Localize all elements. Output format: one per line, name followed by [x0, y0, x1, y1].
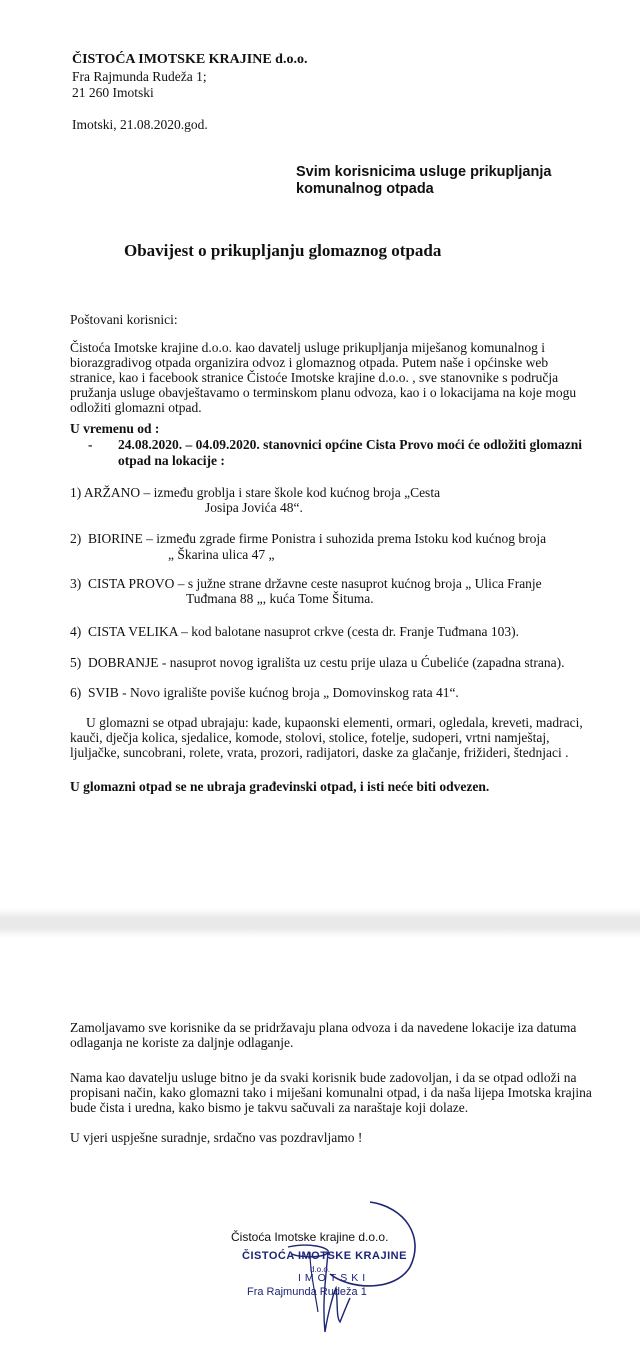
notice-title: Obavijest o prikupljanju glomaznog otpada: [124, 241, 442, 260]
salutation: Poštovani korisnici:: [70, 312, 178, 327]
location-item: [70, 655, 564, 670]
location-line-2: Josipa Jovića 48“.: [205, 500, 303, 515]
location-line-2: „ Škarina ulica 47 „: [168, 547, 275, 562]
location-line-1: CISTA VELIKA – kod balotane nasuprot crkve (cesta dr. Franje Tuđmana 103).: [88, 624, 519, 639]
recipient-line-1: Svim korisnicima usluge prikupljanja: [296, 164, 552, 180]
location-item: [70, 531, 546, 546]
recipient-block: [296, 164, 551, 198]
page-break: [0, 908, 640, 938]
location-line-1: DOBRANJE - nasuprot novog igrališta uz cestu prije ulaza u Ćubeliće (zapadna strana).: [88, 655, 565, 670]
period-label: U vremenu od :: [70, 421, 160, 436]
location-number: 4): [70, 624, 82, 639]
place-date: Imotski, 21.08.2020.god.: [72, 117, 208, 132]
location-number: 3): [70, 576, 82, 591]
bulky-waste-paragraph: U glomazni se otpad ubrajaju: kade, kupaonski elementi, ormari, ogledala, kreveti, madraci, kauči, dječja kolica, sjedalice, komode, stolovi, stolice, fotelje, sudoperi, vrtni namještaj, ljuljačke, suncobrani, rolete, vrata, prozori, radijatori, daske za glačanje, frižideri, štednjaci .: [70, 715, 583, 760]
location-line-1: SVIB - Novo igralište poviše kućnog broja „ Domovinskog rata 41“.: [88, 685, 459, 700]
bulky-excluded-note: U glomazni otpad se ne ubraja građevinski otpad, i isti neće biti odvezen.: [70, 779, 490, 794]
location-line-1: BIORINE – između zgrade firme Ponistra i suhozida prema Istoku kod kućnog broja: [88, 531, 547, 546]
handwritten-signature: [270, 1192, 430, 1342]
stamp-line-2: d.o.o.: [310, 1265, 331, 1274]
location-item: [70, 485, 440, 500]
stamp-line-3: IMOTSKI: [298, 1272, 370, 1284]
thanks-paragraph: Nama kao davatelju usluge bitno je da svaki korisnik bude zadovoljan, i da se otpad odloži na propisani način, kako glomazni tako i miješani komunalni otpad, i da naša lijepa Imotska krajina bude čista i uredna, kako bismo je takvu sačuvali za naraštaje koji dolaze.: [70, 1070, 592, 1115]
signature-company: Čistoća Imotske krajine d.o.o.: [231, 1230, 389, 1244]
location-number: 5): [70, 655, 82, 670]
location-line-1: CISTA PROVO – s južne strane državne ceste nasuprot kućnog broja „ Ulica Franje: [88, 576, 542, 591]
company-street: Fra Rajmunda Rudeža 1;: [72, 69, 207, 84]
location-number: 6): [70, 685, 82, 700]
location-line-1: ARŽANO – između groblja i stare škole kod kućnog broja „Cesta: [83, 485, 441, 500]
location-number: 2): [70, 531, 82, 546]
stamp-line-4: Fra Rajmunda Rudeža 1: [247, 1286, 367, 1298]
period-text-line-1: 24.08.2020. – 04.09.2020. stanovnici općine Cista Provo moći će odložiti glomazni: [118, 437, 582, 452]
company-name: ČISTOĆA IMOTSKE KRAJINE d.o.o.: [72, 52, 308, 67]
location-item: [70, 685, 459, 700]
location-item: [70, 624, 519, 639]
recipient-line-2: komunalnog otpada: [296, 181, 434, 197]
stamp-line-1: ČISTOĆA IMOTSKE KRAJINE: [242, 1250, 407, 1262]
greeting: U vjeri uspješne suradnje, srdačno vas pozdravljamo !: [70, 1130, 363, 1145]
location-line-2: Tuđmana 88 „, kuća Tome Šituma.: [186, 591, 374, 606]
period-text-line-2: otpad na lokacije :: [118, 453, 225, 468]
location-item: [70, 576, 542, 591]
company-postal: 21 260 Imotski: [72, 85, 154, 100]
location-number: 1): [70, 485, 82, 500]
request-paragraph: Zamoljavamo sve korisnike da se pridržavaju plana odvoza i da navedene lokacije iza datuma odlaganja ne koriste za daljnje odlaganje.: [70, 1020, 577, 1050]
intro-paragraph: Čistoća Imotske krajine d.o.o. kao davatelj usluge prikupljanja miješanog komunalnog i biorazgradivog otpada organizira odvoz i glomaznog otpada. Putem naše i općinske web stranice, kao i facebook stranice Čistoće Imotske krajine d.o.o. , sve stanovnike s područja pružanja usluge obavještavamo o terminskom planu odvoza, kao i o lokacijama na koje mogu odložiti glomazni otpad.: [70, 340, 577, 415]
period-dash: -: [88, 437, 93, 452]
